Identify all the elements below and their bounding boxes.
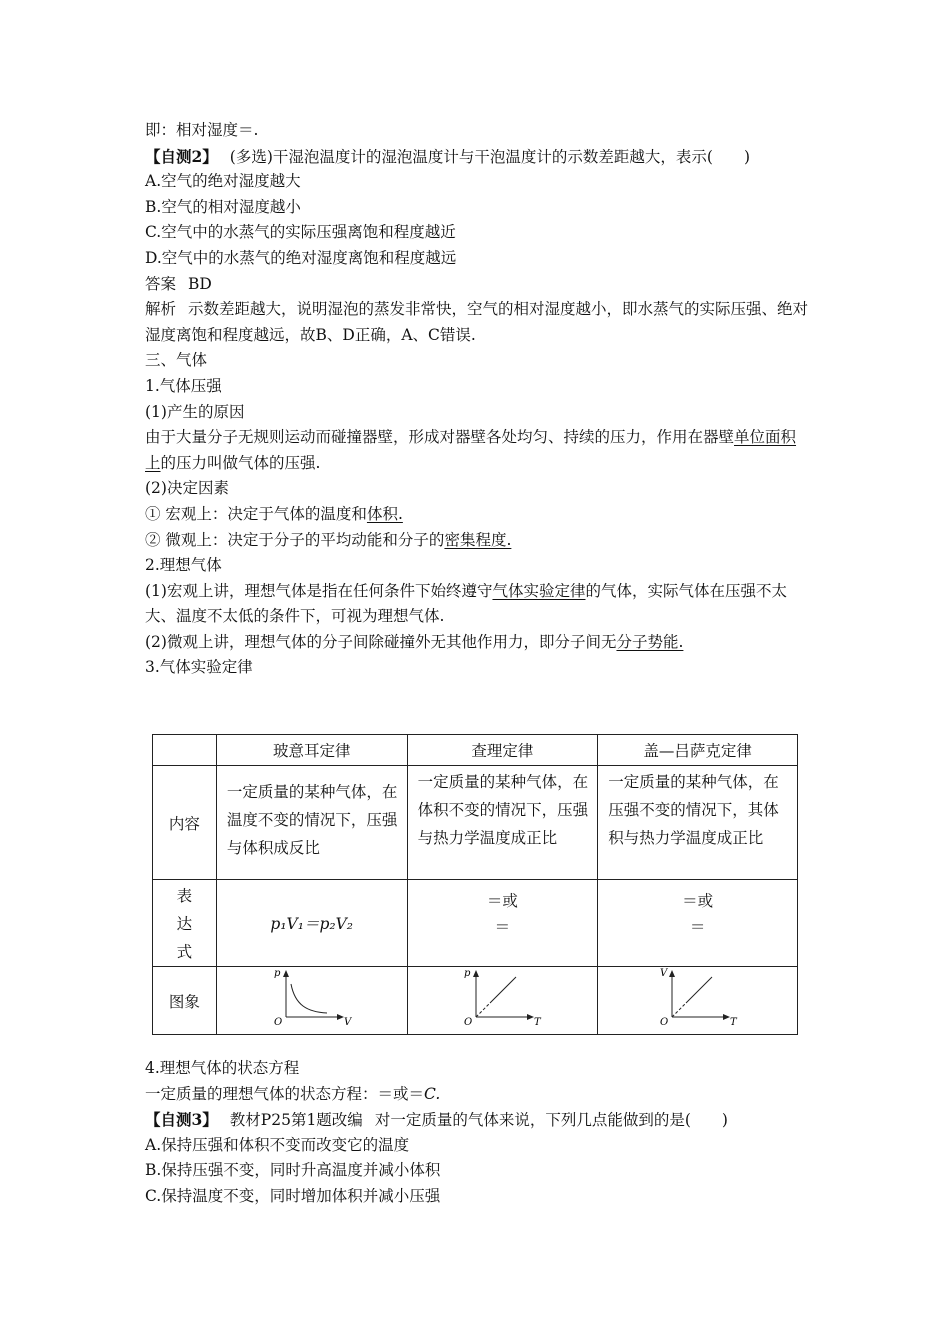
graph-row-label: 图象 — [153, 967, 217, 1035]
graph-gay-lussac — [598, 967, 798, 1035]
ideal-gas-micro-underlined: 分子势能. — [616, 632, 684, 651]
ideal-gas-macro-underlined: 气体实验定律 — [492, 581, 586, 600]
ideal-gas-title: 2.理想气体 — [145, 556, 222, 575]
macro-factor-underlined: 体积. — [366, 504, 403, 523]
expr-gay-1: ＝或 — [682, 892, 714, 910]
self-test-2-text: (多选)干湿泡温度计的湿泡温度计与干泡温度计的示数差距越大，表示( ) — [229, 147, 750, 166]
header-boyle: 玻意耳定律 — [216, 735, 407, 766]
option-d: D.空气中的水蒸气的绝对湿度离饱和程度越远 — [145, 248, 457, 267]
content-row — [153, 766, 798, 880]
cause-heading: (1)产生的原因 — [145, 402, 245, 421]
content-charles — [407, 766, 598, 880]
factors-heading: (2)决定因素 — [145, 479, 229, 498]
content-boyle — [216, 766, 407, 880]
cause-text-b: 的压力叫做气体的压强. — [160, 453, 321, 472]
expr-charles-1: ＝或 — [486, 892, 518, 910]
micro-factor — [145, 528, 810, 554]
expr-gay-lussac — [598, 880, 798, 967]
isochoric-graph — [452, 967, 552, 1029]
expr-label-3: 式 — [176, 943, 193, 961]
document-page-lower — [145, 1056, 810, 1210]
gas-pressure-title: 1.气体压强 — [145, 376, 222, 395]
graph-boyle — [216, 967, 407, 1035]
graph-row — [153, 967, 798, 1035]
isobaric-graph — [648, 967, 748, 1029]
self-test-3-text: 对一定质量的气体来说，下列几点能做到的是( ) — [374, 1111, 728, 1130]
expr-boyle — [216, 880, 407, 967]
header-empty — [153, 735, 217, 766]
self-test-2-question — [145, 144, 810, 170]
graph-charles-o: O — [464, 1017, 473, 1028]
graph-charles — [407, 967, 598, 1035]
ideal-gas-macro-pre: (1)宏观上讲，理想气体是指在任何条件下始终遵守 — [145, 581, 493, 600]
self-test-2-tag: 【自测2】 — [145, 146, 218, 166]
answer-value: BD — [188, 274, 212, 293]
graph-boyle-y: p — [273, 968, 281, 979]
ideal-gas-micro-pre: (2)微观上讲，理想气体的分子间除碰撞外无其他作用力，即分子间无 — [145, 632, 617, 651]
expr-label-2: 达 — [176, 915, 193, 933]
state-equation-constant: C. — [424, 1084, 441, 1103]
ideal-gas-macro-post: 的气体，实际气体在压强不太大、温度不太低的条件下，可视为理想气体. — [145, 581, 787, 626]
macro-factor — [145, 502, 810, 528]
graph-boyle-o: O — [273, 1017, 282, 1028]
answer-label: 答案 — [145, 274, 177, 293]
content-row-label: 内容 — [153, 766, 217, 880]
expr-charles-2: ＝ — [494, 918, 511, 936]
header-gay-lussac: 盖—吕萨克定律 — [598, 735, 798, 766]
self-test-3-tag: 【自测3】 — [145, 1110, 218, 1130]
gas-laws-table — [152, 734, 798, 1035]
expr-boyle-formula: p₁V₁＝p₂V₂ — [270, 915, 353, 933]
state-equation-pre: 一定质量的理想气体的状态方程：＝或＝ — [145, 1084, 425, 1103]
content-gay-lussac — [598, 766, 798, 880]
macro-factor-text: ① 宏观上：决定于气体的温度和 — [145, 504, 367, 523]
option-3a: A.保持压强和体积不变而改变它的温度 — [145, 1135, 410, 1154]
ideal-gas-micro — [145, 630, 810, 656]
header-charles: 查理定律 — [407, 735, 598, 766]
state-equation-text — [145, 1082, 810, 1108]
section-3-heading: 三、气体 — [145, 351, 208, 370]
option-3b: B.保持压强不变，同时升高温度并减小体积 — [145, 1161, 441, 1180]
answer-line — [145, 272, 810, 298]
self-test-3-source: 教材P25第1题改编 — [229, 1111, 363, 1130]
cause-text-a: 由于大量分子无规则运动而碰撞器壁，形成对器壁各处均匀、持续的压力，作用在器壁 — [145, 428, 735, 447]
option-c: C.空气中的水蒸气的实际压强离饱和程度越近 — [145, 223, 456, 242]
expr-charles — [407, 880, 598, 967]
self-test-3-question — [145, 1107, 810, 1133]
graph-charles-x: T — [534, 1017, 542, 1028]
graph-gay-y: V — [659, 968, 667, 979]
analysis-paragraph — [145, 297, 810, 348]
content-charles-text: 一定质量的某种气体，在体积不变的情况下，压强与热力学温度成正比 — [417, 773, 589, 847]
table-header-row — [153, 735, 798, 766]
content-boyle-text: 一定质量的某种气体，在温度不变的情况下，压强与体积成反比 — [226, 783, 398, 857]
expression-row-label — [153, 880, 217, 967]
ideal-gas-macro — [145, 579, 810, 630]
micro-factor-underlined: 密集程度. — [444, 530, 512, 549]
option-3c: C.保持温度不变，同时增加体积并减小压强 — [145, 1186, 441, 1205]
state-equation-title: 4.理想气体的状态方程 — [145, 1059, 300, 1077]
graph-charles-y: p — [464, 968, 471, 979]
graph-gay-x: T — [729, 1017, 737, 1028]
isothermal-graph — [262, 967, 362, 1029]
graph-boyle-x: V — [343, 1017, 351, 1028]
graph-gay-o: O — [659, 1017, 668, 1028]
cause-text-underlined: 单位面积上 — [145, 428, 797, 472]
analysis-label: 解析 — [145, 300, 177, 319]
expression-row — [153, 880, 798, 967]
option-b: B.空气的相对湿度越小 — [145, 197, 301, 216]
micro-factor-text: ② 微观上：决定于分子的平均动能和分子的 — [145, 530, 445, 549]
expr-gay-2: ＝ — [689, 918, 706, 936]
expr-label-1: 表 — [176, 887, 193, 905]
document-page — [145, 118, 810, 681]
option-a: A.空气的绝对湿度越大 — [145, 172, 301, 191]
cause-text — [145, 425, 810, 476]
analysis-text: 示数差距越大，说明湿泡的蒸发非常快，空气的相对湿度越小，即水蒸气的实际压强、绝对湿度离饱和程度越远，故B、D正确，A、C错误. — [145, 300, 809, 344]
relative-humidity-line: 即：相对湿度＝. — [145, 121, 259, 139]
content-gay-lussac-text: 一定质量的某种气体，在压强不变的情况下，其体积与热力学温度成正比 — [608, 773, 779, 847]
gas-laws-title: 3.气体实验定律 — [145, 658, 253, 677]
